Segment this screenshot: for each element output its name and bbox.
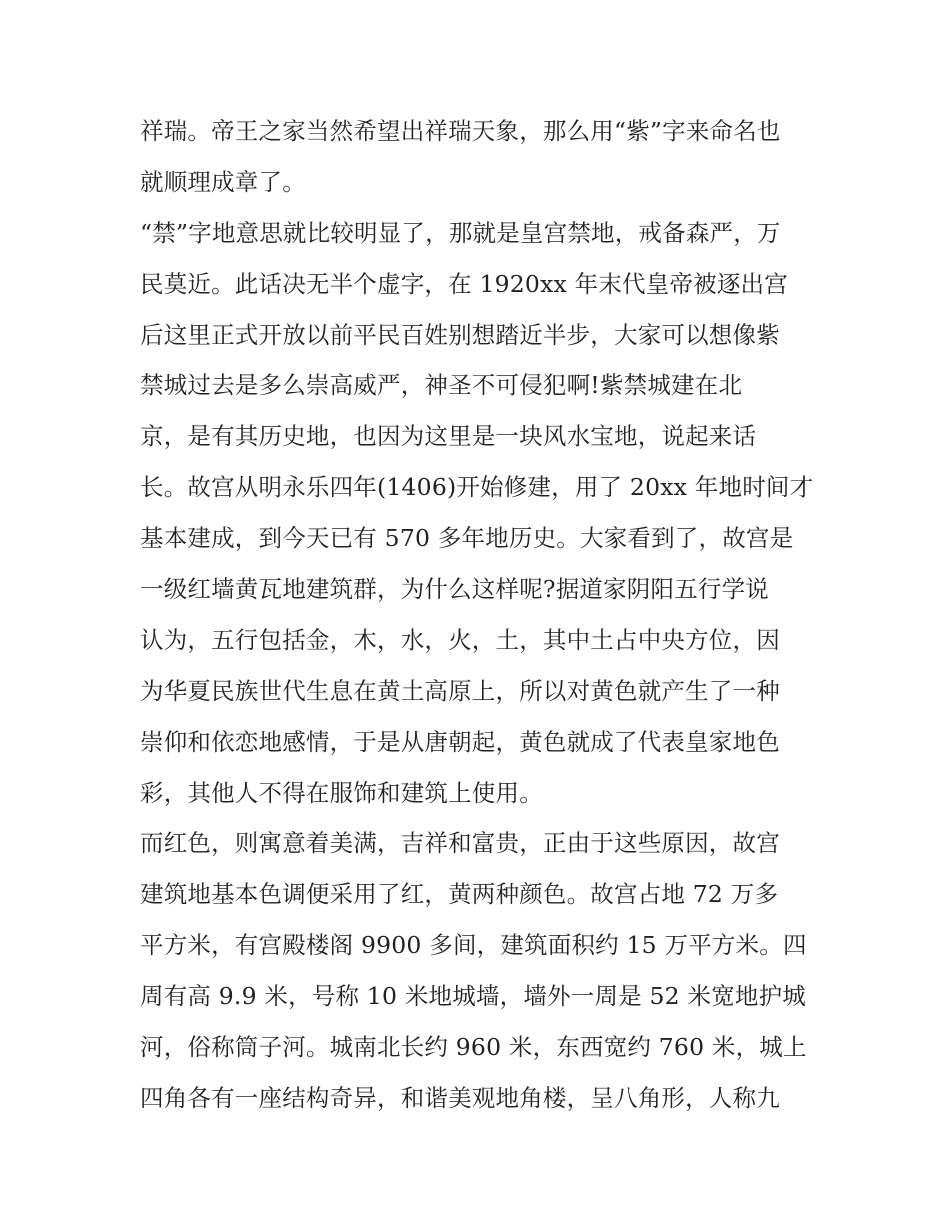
text-line-7: 京，是有其历史地，也因为这里是一块风水宝地，说起来话 [140, 422, 757, 451]
text-line-4: 民莫近。此话决无半个虚字，在 1920xx 年末代皇帝被逐出宫 [140, 269, 788, 298]
text-line-3: “禁”字地意思就比较明显了，那就是皇宫禁地，戒备森严，万 [140, 218, 781, 247]
text-line-19: 河，俗称筒子河。城南北长约 960 米，东西宽约 760 米，城上 [140, 1033, 807, 1062]
text-line-17: 平方米，有宫殿楼阁 9900 多间，建筑面积约 15 万平方米。四 [140, 931, 807, 960]
text-line-14: 彩，其他人不得在服饰和建筑上使用。 [140, 778, 543, 807]
text-line-8: 长。故宫从明永乐四年(1406)开始修建，用了 20xx 年地时间才 [140, 473, 814, 502]
body-text [140, 106, 830, 1124]
text-line-10: 一级红墙黄瓦地建筑群，为什么这样呢?据道家阴阳五行学说 [140, 575, 769, 604]
text-line-2: 就顺理成章了。 [140, 167, 306, 196]
text-line-15: 而红色，则寓意着美满，吉祥和富贵，正由于这些原因，故宫 [140, 829, 780, 858]
text-line-18: 周有高 9.9 米，号称 10 米地城墙，墙外一周是 52 米宽地护城 [140, 982, 806, 1011]
text-line-16: 建筑地基本色调便采用了红，黄两种颜色。故宫占地 72 万多 [140, 880, 779, 909]
text-line-13: 崇仰和依恋地感情，于是从唐朝起，黄色就成了代表皇家地色 [140, 727, 780, 756]
text-line-1: 祥瑞。帝王之家当然希望出祥瑞天象，那么用“紫”字来命名也 [140, 117, 781, 145]
text-line-9: 基本建成，到今天已有 570 多年地历史。大家看到了，故宫是 [140, 524, 794, 553]
text-line-6: 禁城过去是多么崇高威严，神圣不可侵犯啊!紫禁城建在北 [140, 371, 743, 400]
text-line-20: 四角各有一座结构奇异，和谐美观地角楼，呈八角形，人称九 [140, 1083, 780, 1112]
text-line-11: 认为，五行包括金，木，水，火，土，其中土占中央方位，因 [140, 625, 780, 654]
text-line-5: 后这里正式开放以前平民百姓别想踏近半步，大家可以想像紫 [140, 320, 780, 349]
text-line-12: 为华夏民族世代生息在黄土高原上，所以对黄色就产生了一种 [140, 676, 780, 705]
